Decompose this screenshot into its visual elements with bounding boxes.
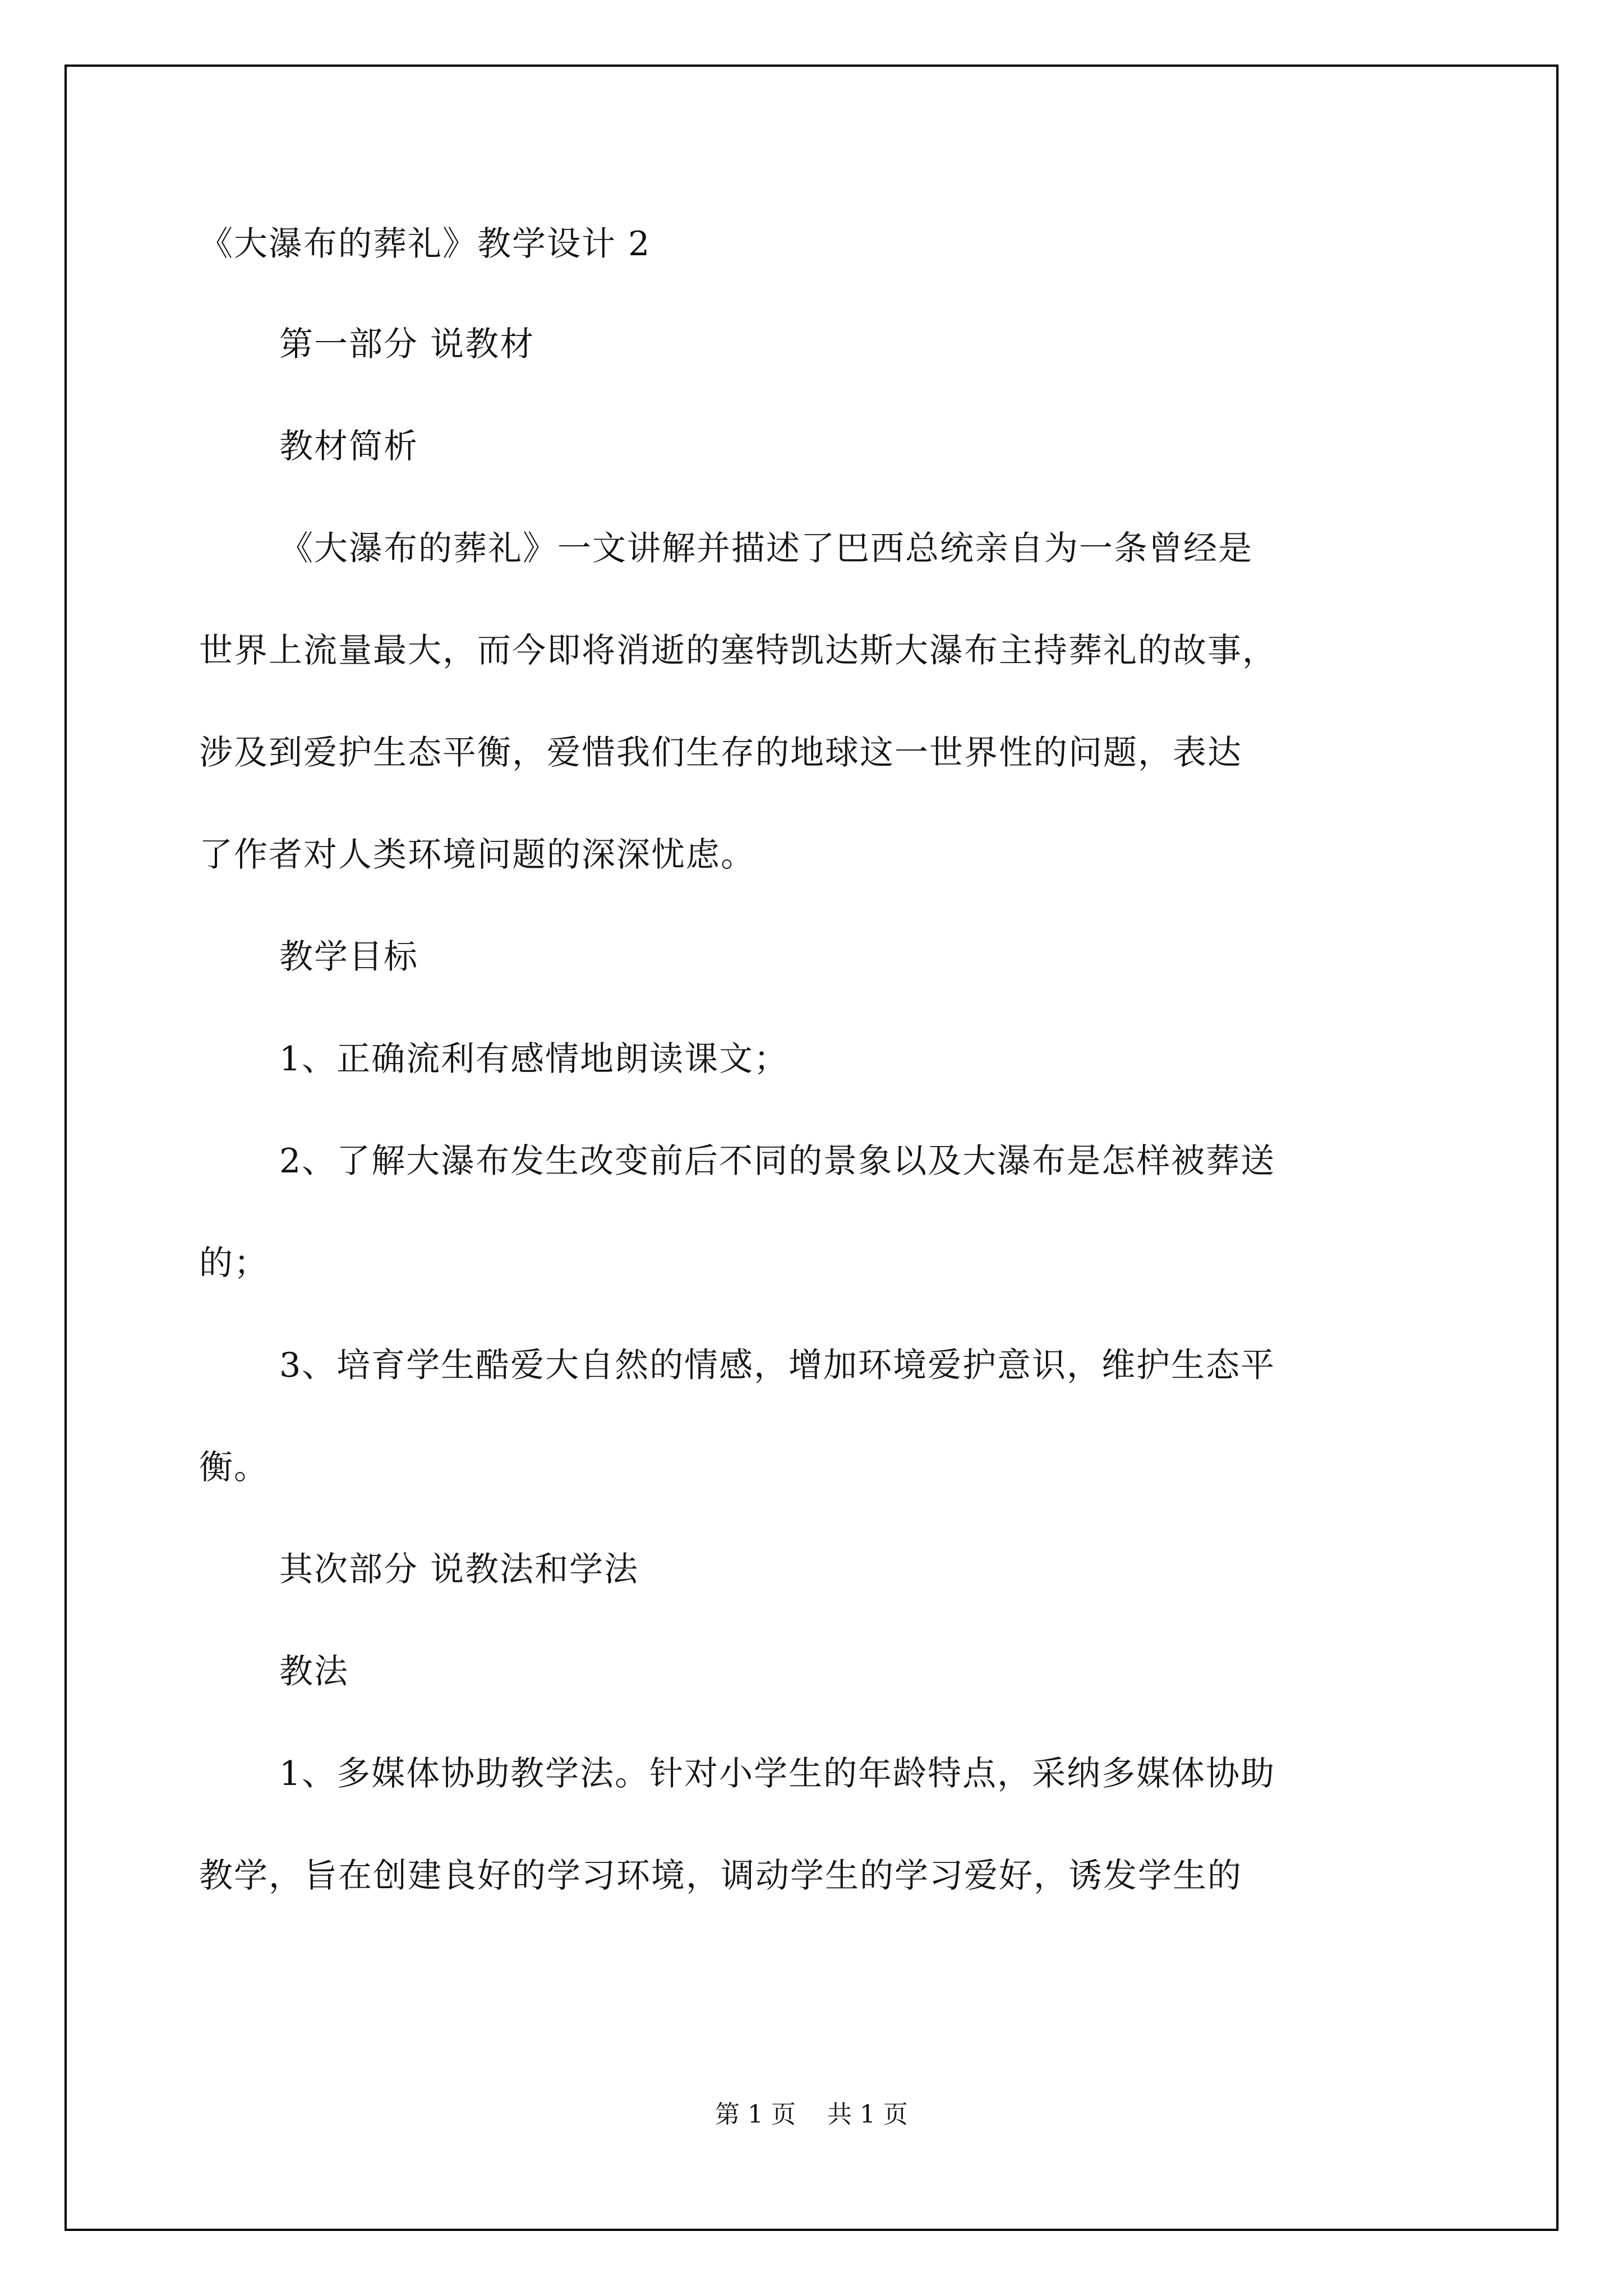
paragraph-line: 涉及到爱护生态平衡，爱惜我们生存的地球这一世界性的问题，表达 <box>199 733 1242 772</box>
paragraph-line: 世界上流量最大，而今即将消逝的塞特凯达斯大瀑布主持葬礼的故事， <box>199 631 1277 670</box>
paragraph-line: 第一部分 说教材 <box>279 325 535 364</box>
paragraph-line: 3、培育学生酷爱大自然的情感，增加环境爱护意识，维护生态平 <box>279 1346 1276 1385</box>
heading-textbook-analysis <box>199 424 1455 469</box>
paragraph-line: 1、多媒体协助教学法。针对小学生的年龄特点，采纳多媒体协助 <box>279 1754 1276 1793</box>
paragraph-line: 其次部分 说教法和学法 <box>279 1550 639 1589</box>
heading-part-one <box>199 322 1455 367</box>
paragraph-line: 2、了解大瀑布发生改变前后不同的景象以及大瀑布是怎样被葬送 <box>279 1142 1276 1181</box>
method-item-1 <box>199 1751 1455 1898</box>
goal-item-2 <box>199 1139 1455 1286</box>
document-body <box>199 222 1455 1955</box>
paragraph-line: 《大瀑布的葬礼》一文讲解并描述了巴西总统亲自为一条曾经是 <box>279 529 1253 568</box>
paragraph-line: 的； <box>199 1244 269 1283</box>
paragraph-analysis-text <box>199 526 1455 877</box>
paragraph-line: 衡。 <box>199 1448 269 1487</box>
paragraph-line: 了作者对人类环境问题的深深忧虑。 <box>199 835 755 875</box>
paragraph-line: 教学目标 <box>279 937 418 977</box>
document-title: 《大瀑布的葬礼》教学设计 2 <box>199 224 651 264</box>
paragraph-line: 教法 <box>279 1652 349 1691</box>
paragraph-line: 1、正确流利有感情地朗读课文； <box>279 1039 789 1079</box>
paragraph-line: 教学，旨在创建良好的学习环境，调动学生的学习爱好，诱发学生的 <box>199 1856 1242 1895</box>
heading-part-two <box>199 1547 1455 1592</box>
page-footer: 第 1 页 共 1 页 <box>715 2100 908 2129</box>
paragraph-line: 教材简析 <box>279 427 418 466</box>
heading-teaching-methods <box>199 1649 1455 1694</box>
goal-item-3 <box>199 1343 1455 1490</box>
heading-teaching-goals <box>199 935 1455 979</box>
goal-item-1 <box>199 1037 1455 1082</box>
